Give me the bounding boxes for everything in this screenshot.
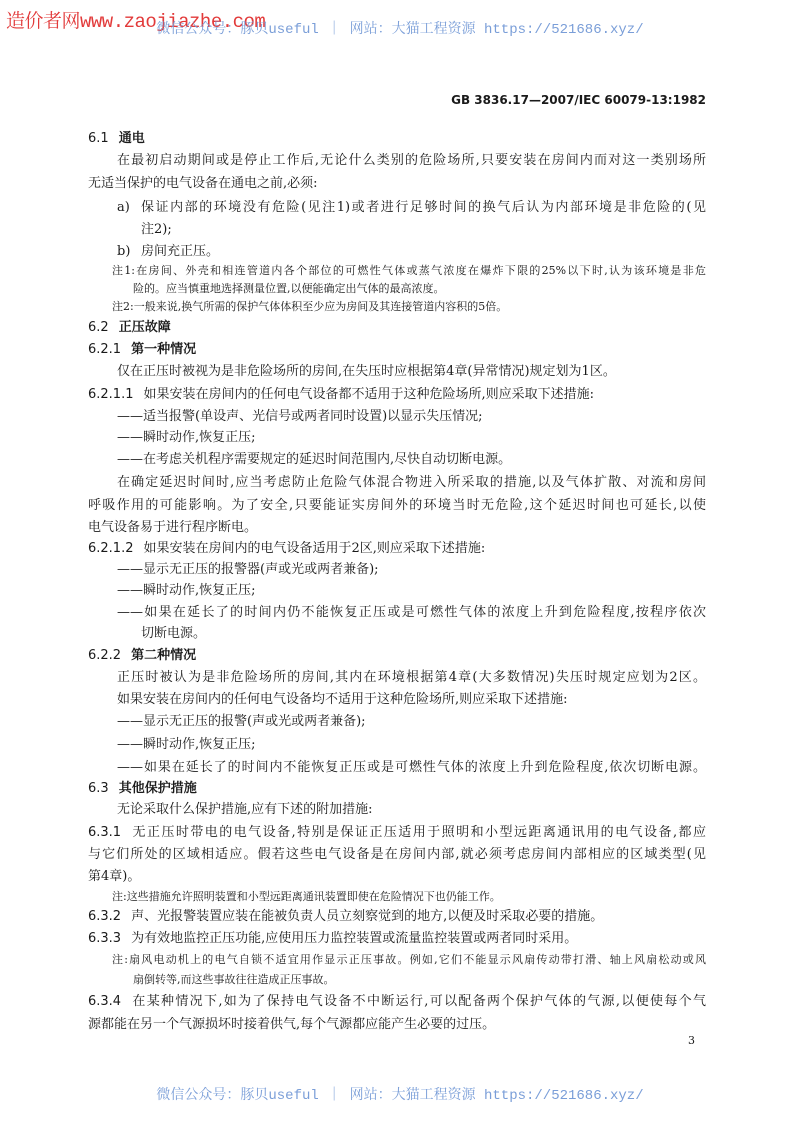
- section-title: 第二种情况: [131, 648, 197, 663]
- section-number: 6.3.1: [88, 825, 122, 840]
- section-title: 第一种情况: [131, 342, 197, 357]
- section-number: 6.2.1.1: [88, 387, 134, 402]
- dash-item: ——瞬时动作,恢复正压;: [117, 430, 256, 445]
- note-cont: 扇倒转等,而这些事故往往造成正压事故。: [133, 973, 335, 986]
- page-number: 3: [688, 1034, 695, 1047]
- list-item-cont: 注2);: [141, 222, 172, 237]
- section-title: 正压故障: [118, 320, 171, 335]
- dash-item: ——适当报警(单设声、光信号或两者同时设置)以显示失压情况;: [117, 409, 483, 424]
- watermark-banner-bottom: 微信公众号：豚贝useful ｜ 网站：大猫工程资源 https://521686.xyz/: [156, 1088, 644, 1104]
- section-number: 6.2.2: [88, 648, 122, 663]
- section-number: 6.1: [88, 131, 109, 146]
- heading-6-3: [88, 780, 197, 798]
- clause-text: 无正压时带电的电气设备,特别是保证正压适用于照明和小型远距离通讯用的电气设备,都应: [131, 825, 706, 840]
- watermark-site: 造价者网www.zaojiazhe.com: [6, 11, 266, 33]
- clause-text: 在某种情况下,如为了保持电气设备不中断运行,可以配备两个保护气体的气源,以便使每个气: [131, 994, 706, 1009]
- clause-6-3-1: [88, 824, 706, 842]
- section-number: 6.2: [88, 320, 109, 335]
- paragraph-line: 在最初启动期间或是停止工作后,无论什么类别的危险场所,只要安装在房间内而对这一类别场所: [117, 153, 706, 168]
- dash-item: ——瞬时动作,恢复正压;: [117, 583, 256, 598]
- paragraph-line: 正压时被认为是非危险场所的房间,其内在环境根据第4章(大多数情况)失压时规定应划为2区。: [117, 670, 706, 685]
- paragraph-line: 在确定延迟时间时,应当考虑防止危险气体混合物进入所采取的措施,以及气体扩散、对流和房间: [117, 475, 706, 490]
- paragraph-line: 第4章)。: [88, 869, 141, 884]
- heading-6-2-2: [88, 647, 196, 665]
- note: 注1:在房间、外壳和相连管道内各个部位的可燃性气体或蒸气浓度在爆炸下限的25%以下时,认为该环境是非危: [112, 264, 706, 277]
- clause-6-3-3: [88, 930, 577, 948]
- section-number: 6.2.1: [88, 342, 122, 357]
- paragraph-line: 与它们所处的区域相适应。假若这些电气设备是在房间内部,就必须考虑房间内部相应的区域类型(见: [88, 847, 706, 862]
- list-marker: a): [117, 200, 130, 215]
- heading-6-1: [88, 130, 145, 148]
- section-number: 6.3: [88, 781, 109, 796]
- clause-text: 为有效地监控正压功能,应使用压力监控装置或流量监控装置或两者同时采用。: [131, 931, 578, 946]
- list-item: 保证内部的环境没有危险(见注1)或者进行足够时间的换气后认为内部环境是非危险的(见: [141, 200, 706, 215]
- clause-6-3-4: [88, 993, 706, 1011]
- dash-item: ——显示无正压的报警器(声或光或两者兼备);: [117, 562, 379, 577]
- dash-item: ——如果在延长了的时间内不能恢复正压或是可燃性气体的浓度上升到危险程度,依次切断电源。: [117, 760, 706, 775]
- section-number: 6.3.2: [88, 909, 122, 924]
- dash-item: ——瞬时动作,恢复正压;: [117, 737, 256, 752]
- section-title: 通电: [118, 131, 145, 146]
- section-number: 6.3.3: [88, 931, 122, 946]
- paragraph-line: 仅在正压时被视为是非危险场所的房间,在失压时应根据第4章(异常情况)规定划为1区。: [117, 364, 616, 379]
- paragraph-line: 源都能在另一个气源损坏时接着供气,每个气源都应能产生必要的过压。: [88, 1017, 496, 1032]
- dash-item-cont: 切断电源。: [141, 626, 207, 641]
- standard-number: GB 3836.17—2007/IEC 60079-13:1982: [451, 93, 706, 107]
- clause-6-2-1-1: [88, 386, 594, 404]
- heading-6-2: [88, 319, 171, 337]
- section-title: 其他保护措施: [118, 781, 197, 796]
- note: 注2:一般来说,换气所需的保护气体体积至少应为房间及其连接管道内容积的5倍。: [112, 300, 508, 313]
- heading-6-2-1: [88, 341, 196, 359]
- note: 注:扇风电动机上的电气自锁不适宜用作显示正压事故。例如,它们不能显示风扇传动带打滑、轴上风扇松动或风: [112, 953, 706, 966]
- paragraph-line: 无论采取什么保护措施,应有下述的附加措施:: [117, 802, 373, 817]
- dash-item: ——在考虑关机程序需要规定的延迟时间范围内,尽快自动切断电源。: [117, 452, 512, 467]
- clause-text: 声、光报警装置应装在能被负责人员立刻察觉到的地方,以便及时采取必要的措施。: [131, 909, 604, 924]
- paragraph-line: 如果安装在房间内的任何电气设备均不适用于这种危险场所,则应采取下述措施:: [117, 692, 568, 707]
- paragraph-line: 呼吸作用的可能影响。为了安全,只要能证实房间外的环境当时无危险,这个延迟时间也可延长,以使: [88, 498, 706, 513]
- list-item: 房间充正压。: [141, 244, 220, 259]
- clause-text: 如果安装在房间内的任何电气设备都不适用于这种危险场所,则应采取下述措施:: [143, 387, 594, 402]
- clause-text: 如果安装在房间内的电气设备适用于2区,则应采取下述措施:: [143, 541, 486, 556]
- paragraph-line: 无适当保护的电气设备在通电之前,必须:: [88, 176, 318, 191]
- dash-item: ——如果在延长了的时间内仍不能恢复正压或是可燃性气体的浓度上升到危险程度,按程序依次: [117, 605, 706, 620]
- clause-6-3-2: [88, 908, 603, 926]
- section-number: 6.2.1.2: [88, 541, 134, 556]
- clause-6-2-1-2: [88, 540, 485, 558]
- dash-item: ——显示无正压的报警(声或光或两者兼备);: [117, 714, 366, 729]
- note-cont: 险的。应当慎重地选择测量位置,以便能确定出气体的最高浓度。: [133, 282, 445, 295]
- list-marker: b): [117, 244, 131, 259]
- watermark-banner-top: 微信公众号：豚贝useful ｜ 网站：大猫工程资源 https://521686.xyz/: [156, 22, 644, 38]
- paragraph-line: 电气设备易于进行程序断电。: [88, 520, 258, 535]
- section-number: 6.3.4: [88, 994, 122, 1009]
- note: 注:这些措施允许照明装置和小型远距离通讯装置即使在危险情况下也仍能工作。: [112, 890, 501, 903]
